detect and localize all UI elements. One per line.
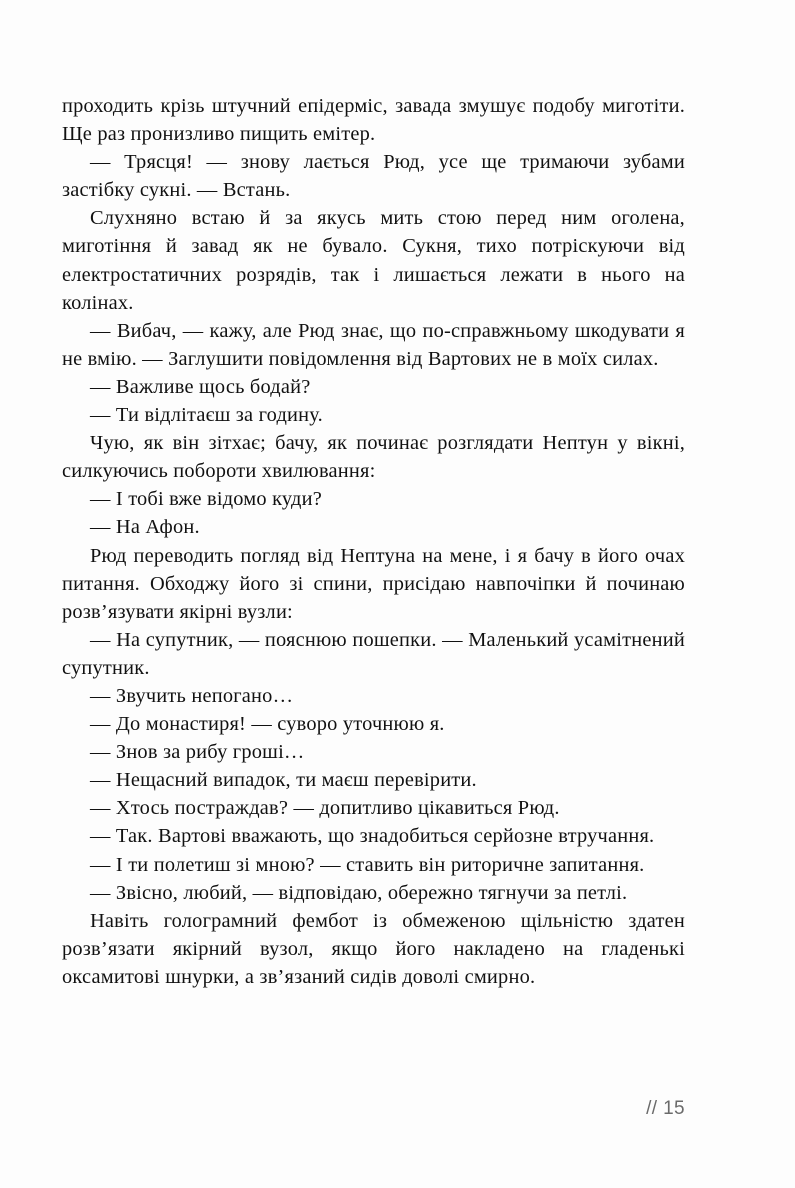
body-paragraph: — Нещасний випадок, ти маєш перевірити.	[90, 769, 477, 792]
body-paragraph: — І ти полетиш зі мною? — ставить він риторичне запитання.	[90, 853, 645, 876]
body-paragraph: Рюд переводить погляд від Нептуна на мене, і я бачу в його очах питання. Обходжу його зі спини, присідаю навпочіпки й починаю розв’язувати якірні вузли:	[62, 544, 685, 623]
body-paragraph: — Вибач, — кажу, але Рюд знає, що по-справжньому шкодувати я не вмію. — Заглушити повідомлення від Вартових не в моїх силах.	[62, 319, 685, 370]
page-text-block	[62, 92, 685, 991]
body-paragraph: — Хтось постраждав? — допитливо цікавиться Рюд.	[90, 797, 560, 820]
body-paragraph: — Знов за рибу гроші…	[90, 741, 305, 764]
body-paragraph: — Ти відлітаєш за годину.	[90, 404, 323, 427]
body-paragraph: — На Афон.	[90, 516, 200, 539]
body-paragraph: — Трясця! — знову лається Рюд, усе ще тримаючи зубами застібку сукні. — Встань.	[62, 151, 685, 202]
body-paragraph: Слухняно встаю й за якусь мить стою перед ним оголена, миготіння й завад як не бувало. Сукня, тихо потріскуючи від електростатичних розрядів, так і лишається лежати в нього на колінах.	[62, 207, 685, 314]
body-paragraph: — До монастиря! — суворо уточнюю я.	[90, 713, 445, 736]
body-paragraph: — Важливе щось бодай?	[90, 375, 311, 398]
body-paragraph: — Так. Вартові вважають, що знадобиться серйозне втручання.	[90, 825, 655, 848]
body-paragraph: — Звісно, любий, — відповідаю, обережно тягнучи за петлі.	[90, 881, 628, 904]
body-paragraph: проходить крізь штучний епідерміс, завада змушує подобу миготіти. Ще раз пронизливо пищить емітер.	[62, 95, 685, 146]
body-paragraph: — Звучить непогано…	[90, 684, 294, 707]
body-paragraph: Навіть голограмний фембот із обмеженою щільністю здатен розв’язати якірний вузол, якщо його накладено на гладенькі оксамитові шнурки, а зв’язаний сидів доволі смирно.	[62, 909, 685, 988]
body-paragraph: Чую, як він зітхає; бачу, як починає розглядати Нептун у вікні, силкуючись побороти хвилювання:	[62, 432, 685, 483]
body-paragraph: — І тобі вже відомо куди?	[90, 488, 322, 511]
page-number-footer: // 15	[646, 1098, 685, 1119]
body-paragraph: — На супутник, — пояснюю пошепки. — Маленький усамітнений супутник.	[62, 628, 685, 679]
